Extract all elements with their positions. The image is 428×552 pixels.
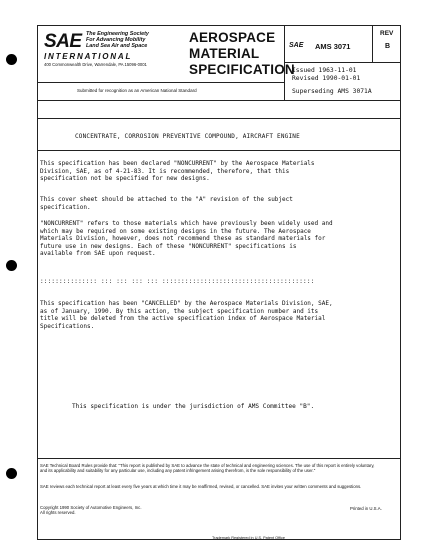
footer-rule [37, 458, 401, 459]
revised-date: Revised 1990-01-01 [292, 75, 361, 82]
sae-logo: SAE [44, 31, 82, 52]
spec-number: AMS 3071 [315, 42, 351, 51]
separator-line: ::::::::::::::: ::: ::: ::: ::: :::::::::::::::::::::::::::::::::::::::: [40, 278, 315, 285]
punch-hole-middle [6, 260, 17, 271]
copyright-line-1: Copyright 1990 Society of Automotive Engineers, Inc. [40, 505, 142, 510]
title-line-2: MATERIAL [189, 46, 260, 61]
header-divider-bottom [37, 100, 401, 101]
subject-rule-top [37, 118, 401, 119]
subject-line: CONCENTRATE, CORROSION PREVENTIVE COMPOUND, AIRCRAFT ENGINE [75, 133, 300, 140]
footer-note-rules: SAE Technical Board Rules provide that: "This report is published by SAE to advance the state of technical and engineering sciences. The use of this report is entirely voluntary, and its applicability and suitability for any particular use, including any patent infringement arising therefrom, is the sole responsibility of the user." [40, 463, 375, 474]
issued-date: Issued 1963-11-01 [292, 67, 357, 74]
sae-small-logo: SAE [289, 42, 304, 49]
paragraph-noncurrent: This specification has been declared "NONCURRENT" by the Aerospace Materials Division, SAE, as of 4-21-83. It is recommended, therefore, that this specification not be specified for new designs. [40, 160, 315, 183]
subject-rule-bottom [37, 150, 401, 151]
submitted-note: Submitted for recognition as an American National Standard [77, 88, 197, 93]
paragraph-cover-sheet: This cover sheet should be attached to the "A" revision of the subject specification. [40, 196, 293, 211]
tagline-1: The Engineering Society [86, 31, 149, 37]
rev-label: REV [380, 30, 394, 37]
trademark-note: Trademark Registered in U.S. Patent Office [212, 536, 286, 540]
jurisdiction-note: This specification is under the jurisdiction of AMS Committee "B". [72, 403, 315, 410]
header-divider-dates [284, 62, 401, 63]
superseding: Superseding AMS 3071A [292, 88, 372, 95]
printed-in: Printed in U.S.A. [350, 506, 382, 511]
footer-note-review: SAE reviews each technical report at least every five years at which time it may be reaffirmed, revised, or cancelled. SAE invites your written comments and suggestions. [40, 484, 362, 489]
tagline-2: For Advancing Mobility [86, 37, 146, 43]
paragraph-cancelled: This specification has been "CANCELLED" by the Aerospace Materials Division, SAE, as of January, 1990. By this action, the subject specification number and its title will be deleted from the active specification index of Aerospace Material Specifications. [40, 300, 333, 330]
header-divider-rev [372, 25, 373, 62]
punch-hole-bottom [6, 468, 17, 479]
header-divider-left [37, 82, 284, 83]
punch-hole-top [6, 54, 17, 65]
title-line-3: SPECIFICATION [189, 62, 295, 77]
rev-value: B [385, 43, 391, 50]
international-label: INTERNATIONAL [44, 52, 133, 61]
copyright-block [40, 505, 142, 516]
tagline-3: Land Sea Air and Space [86, 43, 148, 49]
title-line-1: AEROSPACE [189, 30, 276, 45]
copyright-line-2: All rights reserved. [40, 510, 76, 516]
paragraph-noncurrent-definition: "NONCURRENT" refers to those materials which have previously been widely used and which may be required on some existing designs in the future. The Aerospace Materials Division, however, does not recommend these as standard materials for future use in new designs. Each of these "NONCURRENT" specifications is available from SAE upon request. [40, 220, 333, 258]
document-title [189, 30, 295, 78]
address: 400 Commonwealth Drive, Warrendale, PA 15096-0001 [44, 62, 147, 67]
